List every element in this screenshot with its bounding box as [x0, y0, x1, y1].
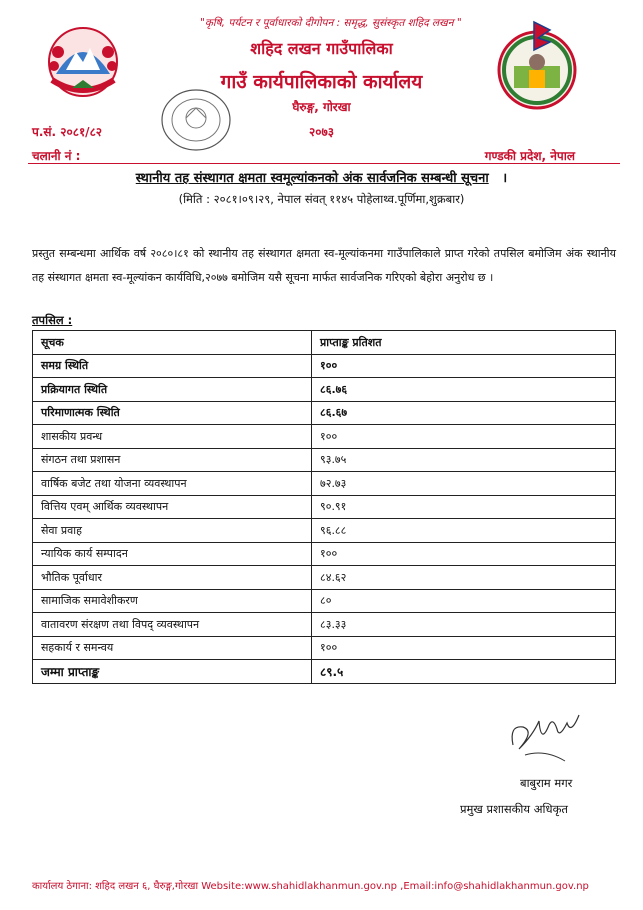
score-cell: ७२.७३ — [312, 472, 616, 496]
notice-subject-text: स्थानीय तह संस्थागत क्षमता स्वमूल्यांकनको अंक सार्वजनिक सम्बन्धी सूचना — [135, 171, 489, 186]
indicator-cell: वातावरण संरक्षण तथा विपद् व्यवस्थापन — [33, 613, 312, 637]
total-score: ८९.५ — [312, 660, 616, 684]
notice-body: प्रस्तुत सम्बन्धमा आर्थिक वर्ष २०८०।८१ को स्थानीय तह संस्थागत क्षमता स्व-मूल्यांकनमा गाउँपालिकाले प्राप्त गरेको तपसिल बमोजिम अंक स्थानीय तह संस्थागत क्षमता स्व-मूल्यांकन कार्यविधि,२०७७ बमोजिम यसै सूचना मार्फत सार्वजनिक गरिएको बेहोरा अनुरोध छ । — [32, 247, 616, 284]
header-score: प्राप्ताङ्क प्रतिशत — [312, 331, 616, 355]
table-row — [33, 636, 616, 660]
table-row — [33, 425, 616, 449]
score-cell: १०० — [312, 542, 616, 566]
score-cell: ८६.७६ — [312, 378, 616, 402]
score-cell: ८० — [312, 589, 616, 613]
established-year: २०७३ — [309, 125, 334, 139]
indicator-cell: भौतिक पूर्वाधार — [33, 566, 312, 590]
score-cell: १०० — [312, 425, 616, 449]
score-cell: ८३.३३ — [312, 613, 616, 637]
indicator-cell: परिमाणात्मक स्थिति — [33, 401, 312, 425]
indicator-cell: सहकार्य र समन्वय — [33, 636, 312, 660]
footer-contact: कार्यालय ठेगाना: शहिद लखन ६, घैरुङ्ग,गोरखा Website:www.shahidlakhanmun.gov.np ,Email:info@shahidlakhanmun.gov.np — [32, 881, 589, 892]
dispatch-number: चलानी नं : — [32, 149, 81, 163]
notice-subject — [0, 168, 643, 186]
indicator-cell: वित्तिय एवम् आर्थिक व्यवस्थापन — [33, 495, 312, 519]
signatory-title: प्रमुख प्रशासकीय अधिकृत — [460, 802, 568, 816]
table-total-row — [33, 660, 616, 684]
office-name: गाउँ कार्यपालिकाको कार्यालय — [220, 71, 423, 93]
table-header-row — [33, 331, 616, 355]
table-row — [33, 589, 616, 613]
indicator-cell: न्यायिक कार्य सम्पादन — [33, 542, 312, 566]
total-label: जम्मा प्राप्ताङ्क — [33, 660, 312, 684]
signatory-name: बाबुराम मगर — [520, 776, 573, 790]
notice-date: (मिति : २०८१।०९।२९, नेपाल संवत् ११४५ पोहेलाथ्व.पूर्णिमा,शुक्रबार) — [178, 192, 465, 206]
indicator-cell: शासकीय प्रवन्ध — [33, 425, 312, 449]
table-row — [33, 566, 616, 590]
header-divider — [28, 163, 620, 164]
notice-subject-end: । — [502, 171, 508, 186]
indicator-cell: सामाजिक समावेशीकरण — [33, 589, 312, 613]
nepal-emblem-icon — [42, 22, 124, 108]
municipality-name: शहिद लखन गाउँपालिका — [250, 39, 393, 58]
score-cell: ९०.९१ — [312, 495, 616, 519]
score-cell: ८४.६२ — [312, 566, 616, 590]
indicator-cell: सेवा प्रवाह — [33, 519, 312, 543]
table-row — [33, 401, 616, 425]
table-row — [33, 448, 616, 472]
score-cell: ९६.८८ — [312, 519, 616, 543]
score-cell: ९३.७५ — [312, 448, 616, 472]
table-row — [33, 495, 616, 519]
table-row — [33, 613, 616, 637]
handwritten-signature-icon — [505, 705, 585, 771]
indicator-cell: वार्षिक बजेट तथा योजना व्यवस्थापन — [33, 472, 312, 496]
province-name: गण्डकी प्रदेश, नेपाल — [484, 149, 575, 163]
table-row — [33, 472, 616, 496]
table-label: तपसिल : — [32, 313, 73, 327]
indicator-cell: प्रक्रियागत स्थिति — [33, 378, 312, 402]
score-table — [32, 330, 616, 684]
table-row — [33, 378, 616, 402]
score-cell: १०० — [312, 354, 616, 378]
score-cell: १०० — [312, 636, 616, 660]
reference-number: प.सं. २०८१/८२ — [32, 125, 103, 139]
score-cell: ८६.६७ — [312, 401, 616, 425]
indicator-cell: संगठन तथा प्रशासन — [33, 448, 312, 472]
table-row — [33, 542, 616, 566]
header-indicator: सूचक — [33, 331, 312, 355]
table-row — [33, 519, 616, 543]
office-address: घैरुङ्ग, गोरखा — [292, 100, 351, 114]
indicator-cell: समग्र स्थिति — [33, 354, 312, 378]
table-row — [33, 354, 616, 378]
slogan: "कृषि, पर्यटन र पूर्वाधारको दीगोपन : समृद्ध, सुसंस्कृत शहिद लखन " — [200, 17, 462, 29]
